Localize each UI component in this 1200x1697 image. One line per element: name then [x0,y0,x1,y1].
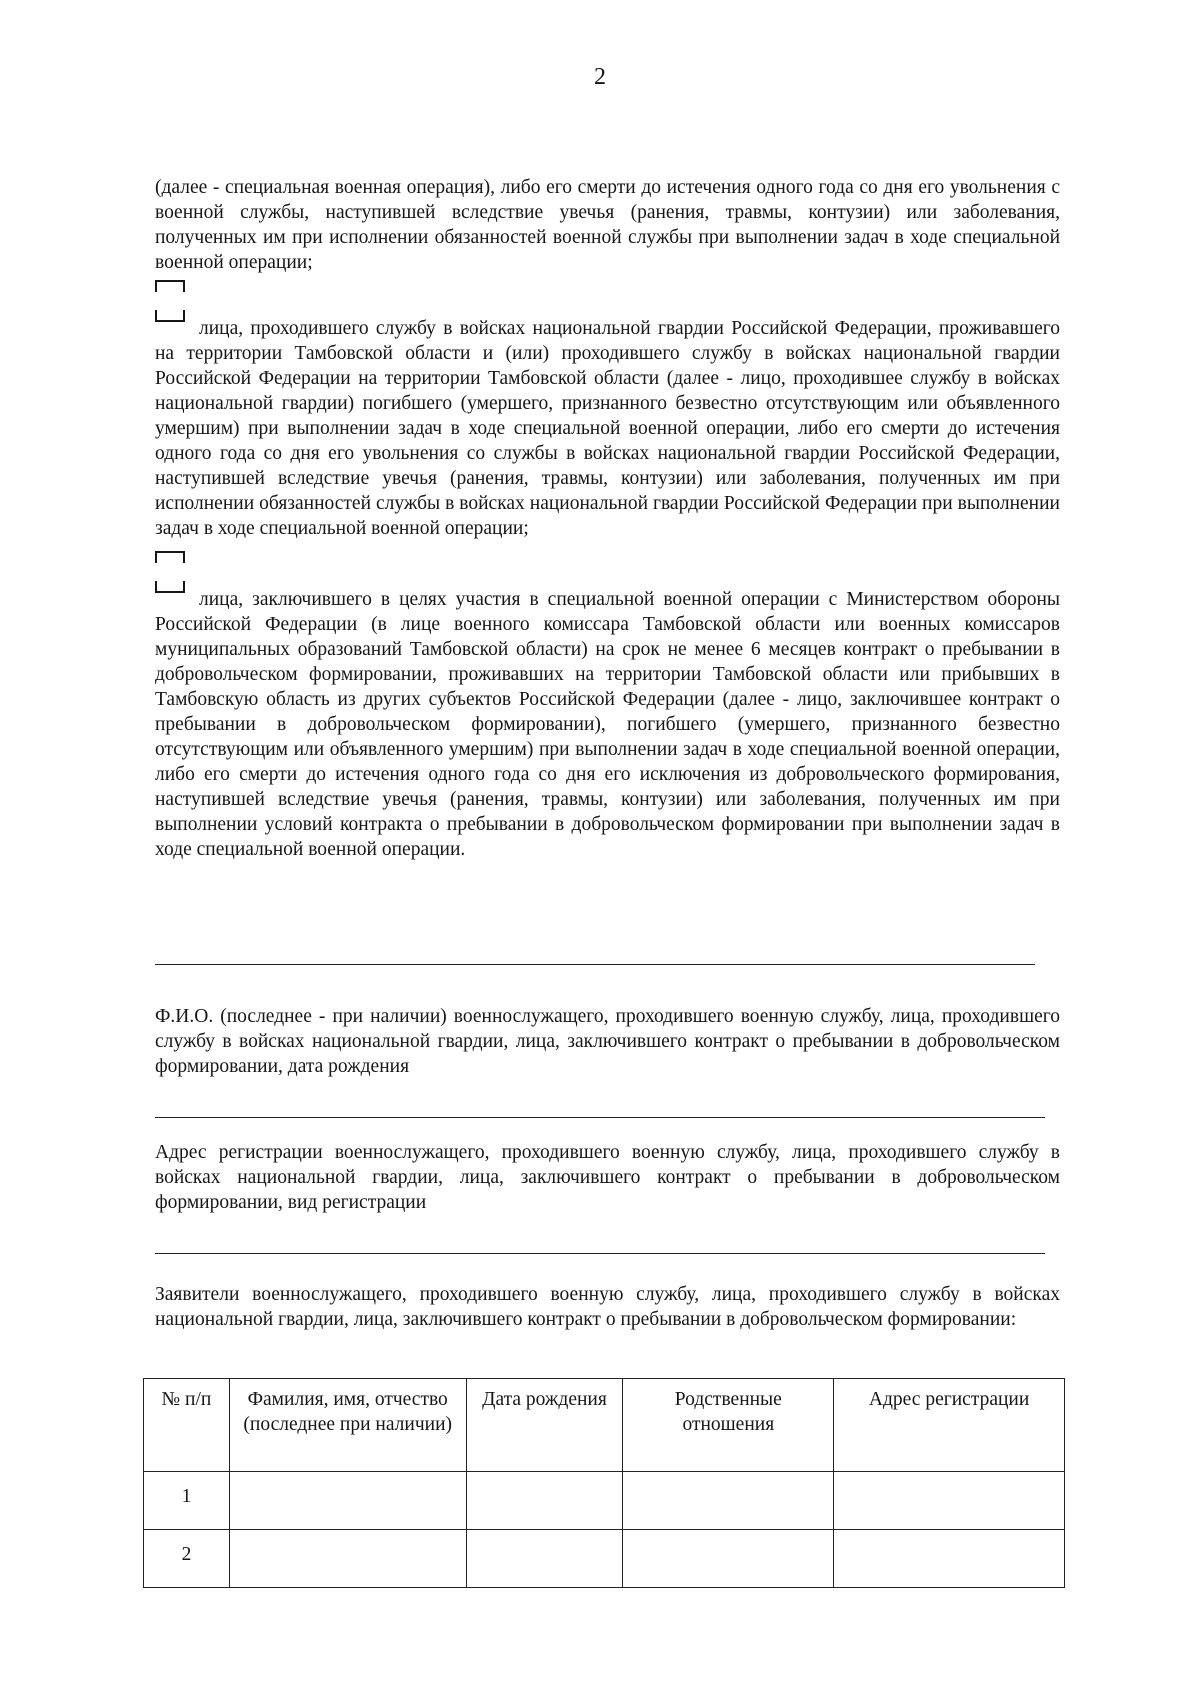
page-number: 2 [594,64,606,90]
registration-input-line[interactable] [155,1253,1045,1254]
cell-address[interactable] [834,1530,1065,1588]
address-caption: Адрес регистрации военнослужащего, проходившего военную службу, лица, проходившего службу в войсках национальной гвардии, лица, заключившего контракт о пребывании в добровольческом формировании, вид регистрации [155,1142,1060,1213]
checkbox-volunteer[interactable] [155,577,185,607]
table-row [144,1530,1065,1588]
cell-birth[interactable] [466,1472,623,1530]
paragraph-national-guard [155,306,1060,541]
header-num: № п/п [144,1379,230,1472]
fio-caption: Ф.И.О. (последнее - при наличии) военнослужащего, проходившего военную службу, лица, проходившего службу в войсках национальной гвардии, лица, заключившего контракт о пребывании в добровольческом формировании, дата рождения [155,1006,1060,1077]
header-address: Адрес регистрации [834,1379,1065,1472]
cell-address[interactable] [834,1472,1065,1530]
table-row [144,1472,1065,1530]
fio-input-line[interactable] [155,964,1035,965]
cell-birth[interactable] [466,1530,623,1588]
cell-relation[interactable] [623,1472,834,1530]
applicants-caption: Заявители военнослужащего, проходившего военную службу, лица, проходившего службу в войсках национальной гвардии, лица, заключившего контракт о пребывании в добровольческом формировании: [155,1284,1060,1330]
cell-relation[interactable] [623,1530,834,1588]
header-name: Фамилия, имя, отчество (последнее при наличии) [229,1379,466,1472]
paragraph-national-guard-text: лица, проходившего службу в войсках национальной гвардии Российской Федерации, проживавшего на территории Тамбовской области и (или) проходившего службу в войсках национальной гвардии Российской Федерации на территории Тамбовской области (далее - лицо, проходившее службу в войсках национальной гвардии) погибшего (умершего, признанного безвестно отсутствующим или объявленного умершим) при выполнении задач в ходе специальной военной операции, либо его смерти до истечения одного года со дня его увольнения со службы в войсках национальной гвардии Российской Федерации, наступившей вследствие увечья (ранения, травмы, контузии) или заболевания, полученных им при исполнении обязанностей службы в войсках национальной гвардии Российской Федерации при выполнении задач в ходе специальной военной операции; [155,318,1060,539]
cell-name[interactable] [229,1472,466,1530]
cell-name[interactable] [229,1530,466,1588]
header-relation: Родственные отношения [623,1379,834,1472]
header-birth: Дата рождения [466,1379,623,1472]
paragraph-intro: (далее - специальная военная операция), либо его смерти до истечения одного года со дня его увольнения с военной службы, наступившей вследствие увечья (ранения, травмы, контузии) или заболевания, полученных им при исполнении обязанностей военной службы при выполнении задач в ходе специальной военной операции; [155,177,1060,273]
cell-num: 1 [144,1472,230,1530]
address-input-line[interactable] [155,1117,1045,1118]
paragraph-volunteer [155,577,1060,862]
applicants-table [143,1378,1065,1588]
cell-num: 2 [144,1530,230,1588]
checkbox-national-guard[interactable] [155,306,185,336]
table-header-row [144,1379,1065,1472]
paragraph-volunteer-text: лица, заключившего в целях участия в специальной военной операции с Министерством обороны Российской Федерации (в лице военного комиссара Тамбовской области или военных комиссаров муниципальных образований Тамбовской области) на срок не менее 6 месяцев контракт о пребывании в добровольческом формировании, проживавших на территории Тамбовской области или прибывших в Тамбовскую область из других субъектов Российской Федерации (далее - лицо, заключившее контракт о пребывании в добровольческом формировании), погибшего (умершего, признанного безвестно отсутствующим или объявленного умершим) при выполнении задач в ходе специальной военной операции, либо его смерти до истечения одного года со дня его исключения из добровольческого формирования, наступившей вследствие увечья (ранения, травмы, контузии) или заболевания, полученных им при выполнении условий контракта о пребывании в добровольческом формировании при выполнении задач в ходе специальной военной операции. [155,589,1060,860]
